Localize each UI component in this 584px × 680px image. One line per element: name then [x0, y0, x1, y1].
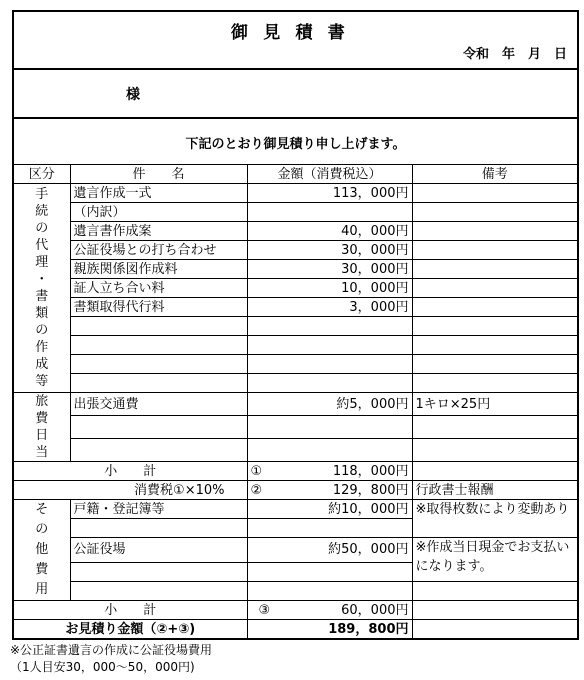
- col-note: 備考: [412, 165, 577, 184]
- item-cell: 戸籍・登記簿等: [70, 500, 247, 519]
- estimate-document: [12, 10, 579, 640]
- footnote: [10, 642, 212, 676]
- addressee-suffix: 様: [126, 87, 140, 103]
- note-cell: [412, 260, 577, 279]
- table-row: [14, 203, 577, 222]
- amount-cell: 113，000円: [247, 184, 412, 203]
- header-section: [14, 12, 577, 70]
- note-cell: [412, 184, 577, 203]
- item-cell: 親族関係図作成料: [70, 260, 247, 279]
- table-row: [14, 538, 577, 563]
- subtotal-label: 小 計: [14, 601, 247, 620]
- table-row: [14, 393, 577, 416]
- subtotal-amount: [247, 462, 412, 481]
- item-cell: [70, 519, 247, 538]
- intro-text: 下記のとおり御見積り申し上げます。: [185, 137, 406, 152]
- col-category: 区分: [14, 165, 70, 184]
- note-cell: [412, 416, 577, 439]
- amount-cell: [247, 519, 412, 538]
- amount-cell: [247, 317, 412, 336]
- col-item: 件 名: [70, 165, 247, 184]
- subtotal-row: [14, 601, 577, 620]
- table-row: [14, 222, 577, 241]
- tax-value: 129，800円: [332, 482, 409, 498]
- total-label: お見積り金額（②+③): [14, 620, 247, 639]
- tax-note: 行政書士報酬: [412, 481, 577, 500]
- item-cell: 遺言書作成案: [70, 222, 247, 241]
- tax-row: [14, 481, 577, 500]
- note-cell: [412, 374, 577, 393]
- category-procedure: [14, 184, 70, 393]
- item-cell: 公証役場との打ち合わせ: [70, 241, 247, 260]
- estimate-table: [14, 164, 577, 639]
- item-cell: 書類取得代行料: [70, 298, 247, 317]
- tax-amount: [247, 481, 412, 500]
- amount-cell: 約50，000円: [247, 538, 412, 563]
- tax-mark: ②: [250, 482, 263, 498]
- note-cell: [412, 222, 577, 241]
- note-cell: [412, 582, 577, 601]
- date-field: 令和 年 月 日: [462, 47, 567, 62]
- item-cell: [70, 439, 247, 462]
- table-row: [14, 582, 577, 601]
- table-row: [14, 336, 577, 355]
- amount-cell: [247, 355, 412, 374]
- amount-cell: 約5，000円: [247, 393, 412, 416]
- amount-cell: 30，000円: [247, 260, 412, 279]
- note-cell: [412, 355, 577, 374]
- amount-cell: 30，000円: [247, 241, 412, 260]
- table-row: [14, 500, 577, 519]
- note-cell: ※取得枚数により変動あり: [412, 500, 577, 538]
- amount-cell: [247, 439, 412, 462]
- table-row: [14, 355, 577, 374]
- note-cell: [412, 241, 577, 260]
- table-row: [14, 279, 577, 298]
- note-cell: [412, 298, 577, 317]
- footnote-line: ※公正証書遺言の作成に公証役場費用: [10, 643, 213, 657]
- item-cell: 公証役場: [70, 538, 247, 563]
- category-procedure-label: 手 続 の 代 理 ・ 書 類 の 作 成 等: [35, 187, 49, 389]
- note-cell: [412, 317, 577, 336]
- subtotal-mark: ③: [258, 602, 271, 618]
- column-header-row: [14, 165, 577, 184]
- col-amount: 金額（消費税込）: [247, 165, 412, 184]
- document-title: 御見積書: [230, 23, 361, 43]
- item-cell: [70, 355, 247, 374]
- table-row: [14, 184, 577, 203]
- amount-cell: [247, 203, 412, 222]
- item-cell: [70, 317, 247, 336]
- note-cell: [412, 601, 577, 620]
- item-cell: 出張交通費: [70, 393, 247, 416]
- addressee-section: [14, 68, 577, 119]
- category-travel-label: 旅 費 日 当: [35, 394, 49, 460]
- subtotal-value: 60，000円: [341, 602, 409, 618]
- amount-cell: 3，000円: [247, 298, 412, 317]
- amount-cell: [247, 374, 412, 393]
- item-cell: [70, 374, 247, 393]
- table-row: [14, 416, 577, 439]
- table-row: [14, 298, 577, 317]
- amount-cell: 約10，000円: [247, 500, 412, 519]
- category-travel: [14, 393, 70, 462]
- total-row: [14, 620, 577, 639]
- item-cell: [70, 416, 247, 439]
- total-amount: 189，800円: [247, 620, 412, 639]
- table-row: [14, 241, 577, 260]
- item-cell: [70, 336, 247, 355]
- table-row: [14, 260, 577, 279]
- item-cell: （内訳）: [70, 203, 247, 222]
- amount-cell: [247, 582, 412, 601]
- note-cell: [412, 620, 577, 639]
- note-cell: [412, 203, 577, 222]
- subtotal-row: [14, 462, 577, 481]
- subtotal-value: 118，000円: [332, 463, 409, 479]
- table-row: [14, 317, 577, 336]
- item-cell: 証人立ち合い料: [70, 279, 247, 298]
- note-cell: ※作成当日現金でお支払いになります。: [412, 538, 577, 582]
- item-cell: 遺言作成一式: [70, 184, 247, 203]
- item-cell: [70, 582, 247, 601]
- footnote-line: （1人目安30，000～50，000円): [10, 660, 195, 674]
- intro-section: [14, 117, 577, 165]
- amount-cell: [247, 562, 412, 582]
- amount-cell: 40，000円: [247, 222, 412, 241]
- amount-cell: [247, 416, 412, 439]
- table-row: [14, 439, 577, 462]
- amount-cell: [247, 336, 412, 355]
- note-cell: [412, 439, 577, 462]
- item-cell: [70, 562, 247, 582]
- subtotal-amount: [247, 601, 412, 620]
- category-other-label: そ の 他 費 用: [35, 502, 49, 597]
- subtotal-label: 小 計: [14, 462, 247, 481]
- note-cell: 1キロ×25円: [412, 393, 577, 416]
- tax-label: 消費税①×10%: [14, 481, 247, 500]
- note-cell: [412, 279, 577, 298]
- note-cell: [412, 462, 577, 481]
- note-cell: [412, 336, 577, 355]
- amount-cell: 10，000円: [247, 279, 412, 298]
- table-row: [14, 374, 577, 393]
- category-other: [14, 500, 70, 601]
- subtotal-mark: ①: [250, 463, 263, 479]
